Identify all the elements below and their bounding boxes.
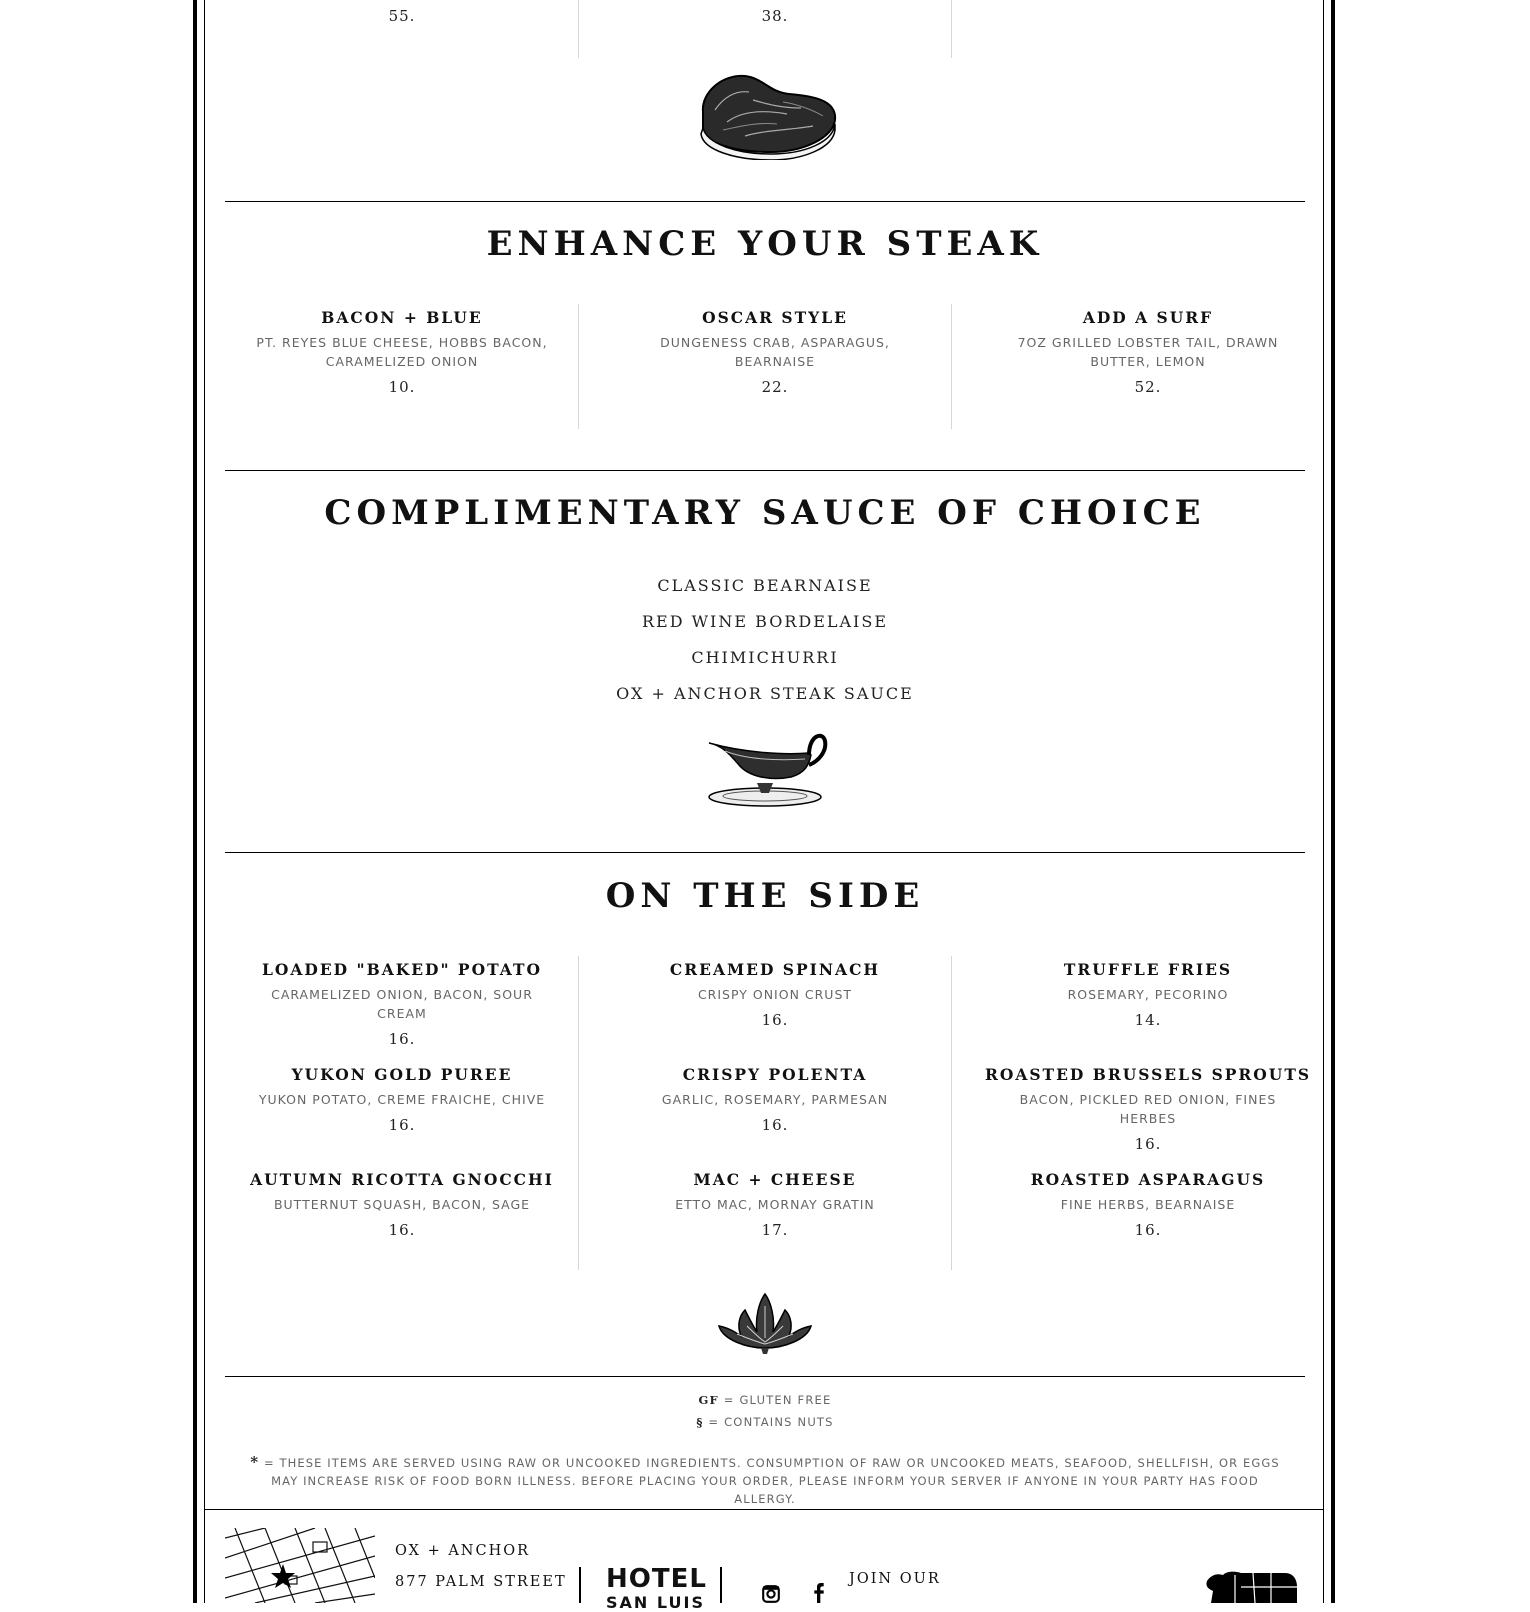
item-name: MAC + CHEESE: [693, 1170, 857, 1189]
item-price: 17.: [761, 1221, 789, 1239]
item-name: BACON + BLUE: [321, 308, 483, 327]
side-item: [222, 960, 582, 1048]
item-name: TRUFFLE FRIES: [1063, 960, 1233, 979]
item-description: 7OZ GRILLED LOBSTER TAIL, DRAWN BUTTER, LEMON: [1017, 335, 1279, 369]
frame-border-left-outer: [193, 0, 197, 1603]
section-title-sauce: COMPLIMENTARY SAUCE OF CHOICE: [324, 493, 1206, 533]
side-item: [968, 960, 1328, 1029]
legend-gluten-free: [225, 1393, 1305, 1407]
sauce-item: CLASSIC BEARNAISE: [657, 576, 873, 595]
item-price: 55.: [388, 7, 416, 25]
item-description: CRISPY ONION CRUST: [697, 987, 853, 1002]
gf-symbol: GF: [698, 1393, 719, 1407]
steak-illustration: [693, 70, 843, 160]
gravy-boat-illustration: [705, 725, 829, 811]
artichoke-illustration: [717, 1286, 813, 1356]
item-name: CREAMED SPINACH: [669, 960, 881, 979]
item-name: ROASTED BRUSSELS SPROUTS: [984, 1065, 1312, 1084]
item-name: YUKON GOLD PUREE: [291, 1065, 513, 1084]
item-price: 38.: [761, 7, 789, 25]
item-name: CRISPY POLENTA: [682, 1065, 868, 1084]
menu-item: [595, 7, 955, 25]
map-icon[interactable]: [225, 1528, 375, 1603]
cow-icon: [1205, 1567, 1301, 1603]
item-description: FINE HERBS, BEARNAISE: [1060, 1197, 1236, 1212]
nuts-text: = CONTAINS NUTS: [708, 1415, 834, 1429]
section-divider: [225, 852, 1305, 853]
item-price: 16.: [1134, 1221, 1162, 1239]
item-description: ROSEMARY, PECORINO: [1067, 987, 1229, 1002]
sauce-item: RED WINE BORDELAISE: [641, 612, 889, 631]
hotel-logo-line1[interactable]: HOTEL: [606, 1564, 707, 1594]
item-description: ETTO MAC, MORNAY GRATIN: [675, 1197, 875, 1212]
item-description: PT. REYES BLUE CHEESE, HOBBS BACON, CARAMELIZED ONION: [256, 335, 548, 369]
facebook-icon[interactable]: [810, 1583, 828, 1603]
item-name: AUTUMN RICOTTA GNOCCHI: [250, 1170, 554, 1189]
section-divider: [225, 201, 1305, 202]
gf-text: = GLUTEN FREE: [723, 1393, 832, 1407]
menu-page: [225, 0, 1312, 1603]
raw-symbol: *: [250, 1453, 260, 1471]
item-price: 16.: [388, 1116, 416, 1134]
side-item: [968, 1170, 1328, 1239]
footer-divider-vertical: [579, 1567, 581, 1603]
item-price: 16.: [761, 1116, 789, 1134]
item-price: 14.: [1134, 1011, 1162, 1029]
frame-border-right-outer: [1331, 0, 1335, 1603]
footer-address: 877 PALM STREET: [395, 1574, 567, 1590]
item-price: 16.: [388, 1221, 416, 1239]
star-icon: [270, 1563, 296, 1589]
side-item: [595, 1065, 955, 1134]
side-item: [222, 1065, 582, 1134]
frame-border-right-inner: [1323, 0, 1324, 1603]
footer-divider: [205, 1509, 1323, 1510]
item-price: 16.: [761, 1011, 789, 1029]
section-divider: [225, 1376, 1305, 1377]
side-item: [968, 1065, 1328, 1153]
item-description: GARLIC, ROSEMARY, PARMESAN: [661, 1092, 889, 1107]
item-description: BACON, PICKLED RED ONION, FINES HERBES: [1019, 1092, 1277, 1126]
hotel-logo-line2[interactable]: SAN LUIS: [606, 1593, 705, 1612]
side-item: [595, 960, 955, 1029]
item-name: ROASTED ASPARAGUS: [1030, 1170, 1266, 1189]
item-price: 10.: [388, 378, 416, 396]
nuts-symbol: §: [696, 1415, 704, 1429]
item-price: 22.: [761, 378, 789, 396]
raw-text: = THESE ITEMS ARE SERVED USING RAW OR UNCOOKED INGREDIENTS. CONSUMPTION OF RAW OR UNCOOKED MEATS, SEAFOOD, SHELLFISH, OR EGGS MAY INCREASE RISK OF FOOD BORN ILLNESS. BEFORE PLACING YOUR ORDER, PLEASE INFORM YOUR SERVER IF ANYONE IN YOUR PARTY HAS FOOD ALLERGY.: [263, 1456, 1280, 1506]
footer-join-text[interactable]: JOIN OUR: [849, 1571, 941, 1587]
item-name: LOADED "BAKED" POTATO: [262, 960, 542, 979]
legend-nuts: [225, 1415, 1305, 1429]
item-description: CARAMELIZED ONION, BACON, SOUR CREAM: [271, 987, 533, 1021]
item-description: BUTTERNUT SQUASH, BACON, SAGE: [273, 1197, 531, 1212]
section-divider: [225, 470, 1305, 471]
item-price: 16.: [1134, 1135, 1162, 1153]
item-name: ADD A SURF: [1082, 308, 1214, 327]
raw-food-disclaimer: [245, 1453, 1285, 1508]
enhance-item: [595, 308, 955, 396]
side-item: [595, 1170, 955, 1239]
item-description: YUKON POTATO, CREME FRAICHE, CHIVE: [258, 1092, 546, 1107]
enhance-item: [968, 308, 1328, 396]
side-item: [222, 1170, 582, 1239]
item-price: 16.: [388, 1030, 416, 1048]
item-price: 52.: [1134, 378, 1162, 396]
enhance-item: [222, 308, 582, 396]
frame-border-left-inner: [204, 0, 205, 1603]
sauce-item: OX + ANCHOR STEAK SAUCE: [616, 684, 914, 703]
item-name: OSCAR STYLE: [702, 308, 848, 327]
instagram-icon[interactable]: [756, 1585, 786, 1603]
sauce-item: CHIMICHURRI: [691, 648, 839, 667]
section-title-enhance: ENHANCE YOUR STEAK: [486, 224, 1044, 264]
menu-item: [222, 7, 582, 25]
item-description: DUNGENESS CRAB, ASPARAGUS, BEARNAISE: [660, 335, 890, 369]
section-title-sides: ON THE SIDE: [605, 876, 925, 916]
footer-divider-vertical: [720, 1567, 722, 1603]
footer-restaurant-name: OX + ANCHOR: [395, 1543, 531, 1559]
